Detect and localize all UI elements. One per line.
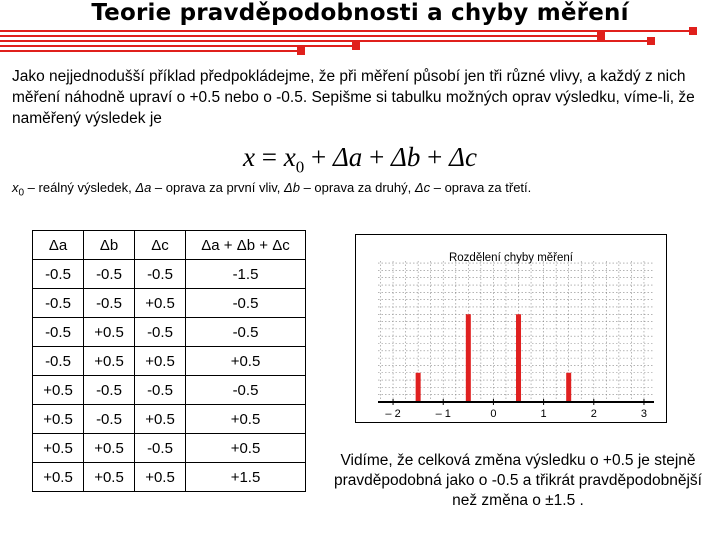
variable-legend bbox=[12, 180, 712, 199]
corrections-table bbox=[32, 230, 306, 492]
page-title: Teorie pravděpodobnosti a chyby měření bbox=[91, 0, 629, 26]
deco-dot-2 bbox=[598, 33, 604, 39]
table-cell: +0.5 bbox=[84, 463, 135, 492]
deco-dot-5 bbox=[298, 48, 304, 54]
deco-dot-4 bbox=[353, 43, 359, 49]
deco-dot-3 bbox=[648, 38, 654, 44]
formula-db: Δb bbox=[391, 142, 421, 172]
table-cell: -0.5 bbox=[135, 434, 186, 463]
formula-plus-3: + bbox=[420, 142, 450, 172]
table-row bbox=[33, 318, 306, 347]
table-cell: -0.5 bbox=[186, 376, 306, 405]
table-row bbox=[33, 463, 306, 492]
formula-x0: x bbox=[283, 142, 296, 172]
chart-title: Rozdělení chyby měření bbox=[448, 252, 574, 264]
table-cell: -0.5 bbox=[84, 260, 135, 289]
table-cell: +0.5 bbox=[33, 405, 84, 434]
table-cell: +0.5 bbox=[186, 347, 306, 376]
table-cell: +0.5 bbox=[135, 463, 186, 492]
legend-da: Δa bbox=[135, 180, 152, 195]
bar-4 bbox=[566, 373, 571, 402]
formula-plus-1: + bbox=[304, 142, 333, 172]
intro-paragraph: Jako nejjednodušší příklad předpokládejme, že při měření působí jen tři různé vlivy, a každý z nich měření náhodně upraví o +0.5 nebo o -0.5. Sepišme si tabulku možných oprav výsledku, víme-li, že naměřený výsledek je bbox=[12, 68, 695, 127]
legend-x0-desc: – reálný výsledek, bbox=[24, 180, 136, 195]
table-cell: +0.5 bbox=[33, 463, 84, 492]
table-cell: +0.5 bbox=[135, 405, 186, 434]
legend-x0-sub: 0 bbox=[18, 187, 25, 199]
bar-3 bbox=[516, 314, 521, 402]
table-header-sum: Δa + Δb + Δc bbox=[186, 231, 306, 260]
table-row bbox=[33, 376, 306, 405]
table-header-row bbox=[33, 231, 306, 260]
table-cell: -1.5 bbox=[186, 260, 306, 289]
table-row bbox=[33, 289, 306, 318]
formula-dc: Δc bbox=[449, 142, 477, 172]
table-cell: +0.5 bbox=[135, 347, 186, 376]
table-cell: -0.5 bbox=[84, 405, 135, 434]
table-cell: -0.5 bbox=[186, 289, 306, 318]
x-tick-label: 1 bbox=[540, 408, 547, 420]
table-cell: -0.5 bbox=[33, 260, 84, 289]
table-cell: +0.5 bbox=[33, 376, 84, 405]
legend-db-desc: – oprava za druhý, bbox=[299, 180, 415, 195]
legend-dc: Δc bbox=[414, 180, 431, 195]
bar-1 bbox=[416, 373, 421, 402]
formula-lhs: x bbox=[243, 142, 255, 172]
table-header-db: Δb bbox=[84, 231, 135, 260]
legend-dc-desc: – oprava za třetí. bbox=[430, 180, 532, 195]
legend-db: Δb bbox=[284, 180, 300, 195]
chart-svg bbox=[356, 235, 666, 422]
table-row bbox=[33, 434, 306, 463]
table-header-da: Δa bbox=[33, 231, 84, 260]
table-cell: -0.5 bbox=[84, 289, 135, 318]
x-tick-label: 3 bbox=[640, 408, 648, 420]
table-cell: -0.5 bbox=[33, 347, 84, 376]
table-header-dc: Δc bbox=[135, 231, 186, 260]
table-row bbox=[33, 347, 306, 376]
table-cell: +0.5 bbox=[84, 434, 135, 463]
table-cell: -0.5 bbox=[135, 376, 186, 405]
conclusion-text: Vidíme, že celková změna výsledku o +0.5 je stejně pravděpodobná jako o -0.5 a třikrát pravděpodobnější než změna o ±1.5 . bbox=[334, 452, 702, 509]
table-row bbox=[33, 260, 306, 289]
title-decoration bbox=[0, 0, 720, 60]
table-cell: +0.5 bbox=[186, 405, 306, 434]
formula bbox=[0, 142, 720, 177]
table-cell: -0.5 bbox=[33, 318, 84, 347]
table-cell: +0.5 bbox=[33, 434, 84, 463]
deco-dot-1 bbox=[690, 28, 696, 34]
formula-eq: = bbox=[255, 142, 284, 172]
x-tick-label: – 1 bbox=[435, 408, 451, 420]
x-tick-label: 2 bbox=[590, 408, 597, 420]
table-cell: -0.5 bbox=[135, 318, 186, 347]
formula-da: Δa bbox=[332, 142, 363, 172]
formula-x0-sub: 0 bbox=[295, 157, 305, 177]
legend-da-desc: – oprava za první vliv, bbox=[151, 180, 285, 195]
x-tick-label: 0 bbox=[490, 408, 497, 420]
table-cell: +1.5 bbox=[186, 463, 306, 492]
table-cell: -0.5 bbox=[186, 318, 306, 347]
x-tick-label: – 2 bbox=[385, 408, 401, 420]
table-cell: +0.5 bbox=[84, 318, 135, 347]
table-row bbox=[33, 405, 306, 434]
table-cell: +0.5 bbox=[84, 347, 135, 376]
table-cell: -0.5 bbox=[84, 376, 135, 405]
legend-x0: x bbox=[12, 180, 19, 195]
table-cell: -0.5 bbox=[135, 260, 186, 289]
table-cell: +0.5 bbox=[135, 289, 186, 318]
table-cell: +0.5 bbox=[186, 434, 306, 463]
formula-plus-2: + bbox=[362, 142, 392, 172]
bar-2 bbox=[466, 314, 471, 402]
error-distribution-chart bbox=[355, 234, 667, 423]
table-cell: -0.5 bbox=[33, 289, 84, 318]
